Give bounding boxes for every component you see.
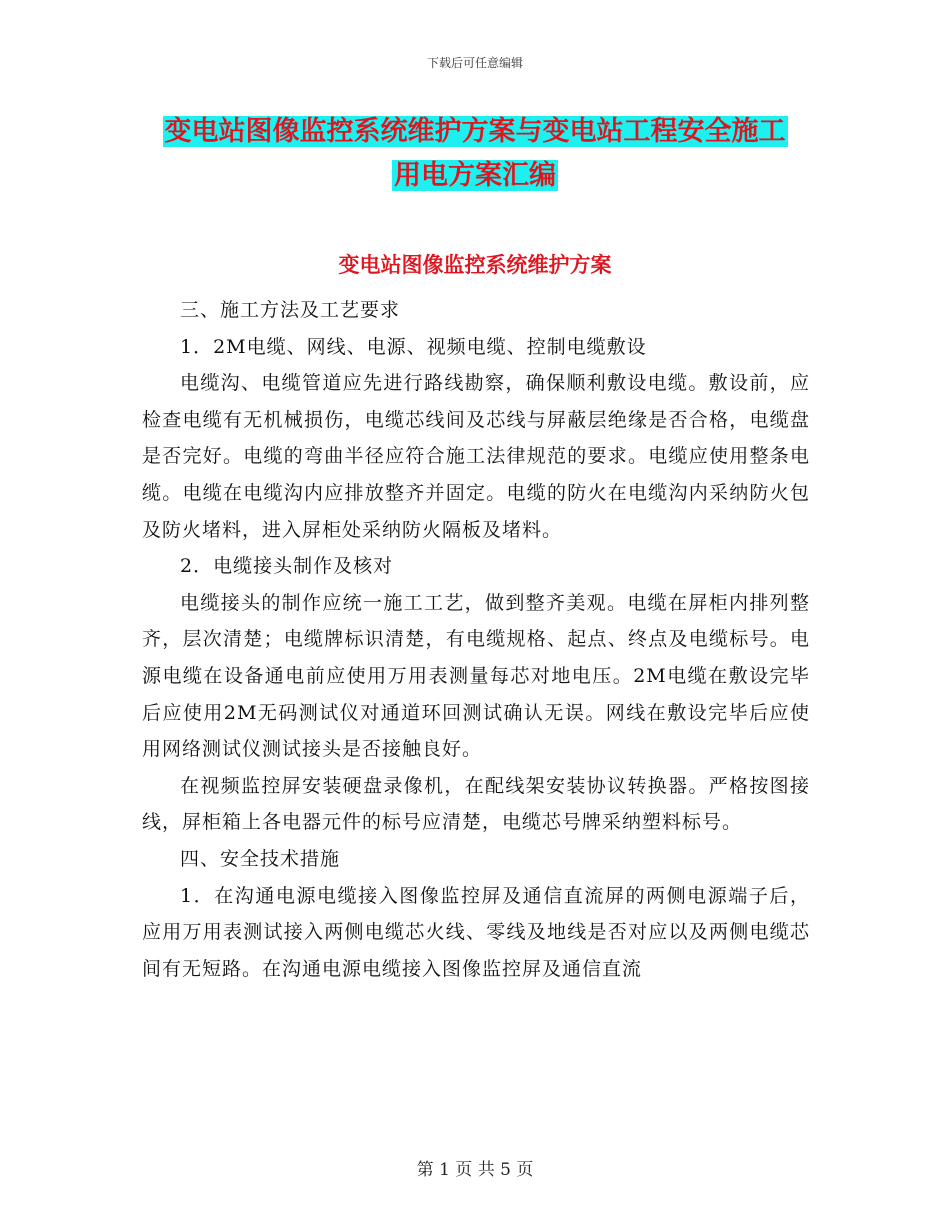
paragraph-safety-measure-1: 1．在沟通电源电缆接入图像监控屏及通信直流屏的两侧电源端子后，应用万用表测试接入两侧电缆芯火线、零线及地线是否对应以及两侧电缆芯间有无短路。在沟通电源电缆接入图像监控屏及通信直流	[142, 884, 810, 980]
page-header-note: 下载后可任意编辑	[426, 56, 523, 70]
heading-safety-measures: 四、安全技术措施	[180, 847, 341, 870]
subheading-cable-laying: 1．2M电缆、网线、电源、视频电缆、控制电缆敷设	[180, 335, 647, 358]
document-title-line-2: 用电方案汇编	[394, 160, 556, 191]
paragraph-cable-joints: 电缆接头的制作应统一施工工艺，做到整齐美观。电缆在屏柜内排列整齐，层次清楚；电缆牌标识清楚，有电缆规格、起点、终点及电缆标号。电源电缆在设备通电前应使用万用表测量每芯对地电压。2M电缆在敷设完毕后应使用2M无码测试仪对通道环回测试确认无误。网线在敷设完毕后应使用网络测试仪测试接头是否接触良好。	[142, 591, 810, 761]
document-body	[142, 292, 810, 987]
paragraph-cable-laying: 电缆沟、电缆管道应先进行路线勘察，确保顺利敷设电缆。敷设前，应检查电缆有无机械损伤，电缆芯线间及芯线与屏蔽层绝缘是否合格，电缆盘是否完好。电缆的弯曲半径应符合施工法律规范的要求。电缆应使用整条电缆。电缆在电缆沟内应排放整齐并固定。电缆的防火在电缆沟内采纳防火包及防火堵料，进入屏柜处采纳防火隔板及堵料。	[142, 372, 810, 541]
heading-construction-methods: 三、施工方法及工艺要求	[180, 299, 401, 321]
section-title: 变电站图像监控系统维护方案	[338, 253, 612, 277]
document-title	[140, 110, 810, 198]
paragraph-equipment-install: 在视频监控屏安装硬盘录像机，在配线架安装协议转换器。严格按图接线，屏柜箱上各电器元件的标号应清楚，电缆芯号牌采纳塑料标号。	[142, 774, 810, 834]
page-footer: 第 1 页 共 5 页	[416, 1160, 534, 1180]
document-title-line-1: 变电站图像监控系统维护方案与变电站工程安全施工	[164, 116, 786, 147]
subheading-cable-joints: 2．电缆接头制作及核对	[180, 555, 394, 578]
